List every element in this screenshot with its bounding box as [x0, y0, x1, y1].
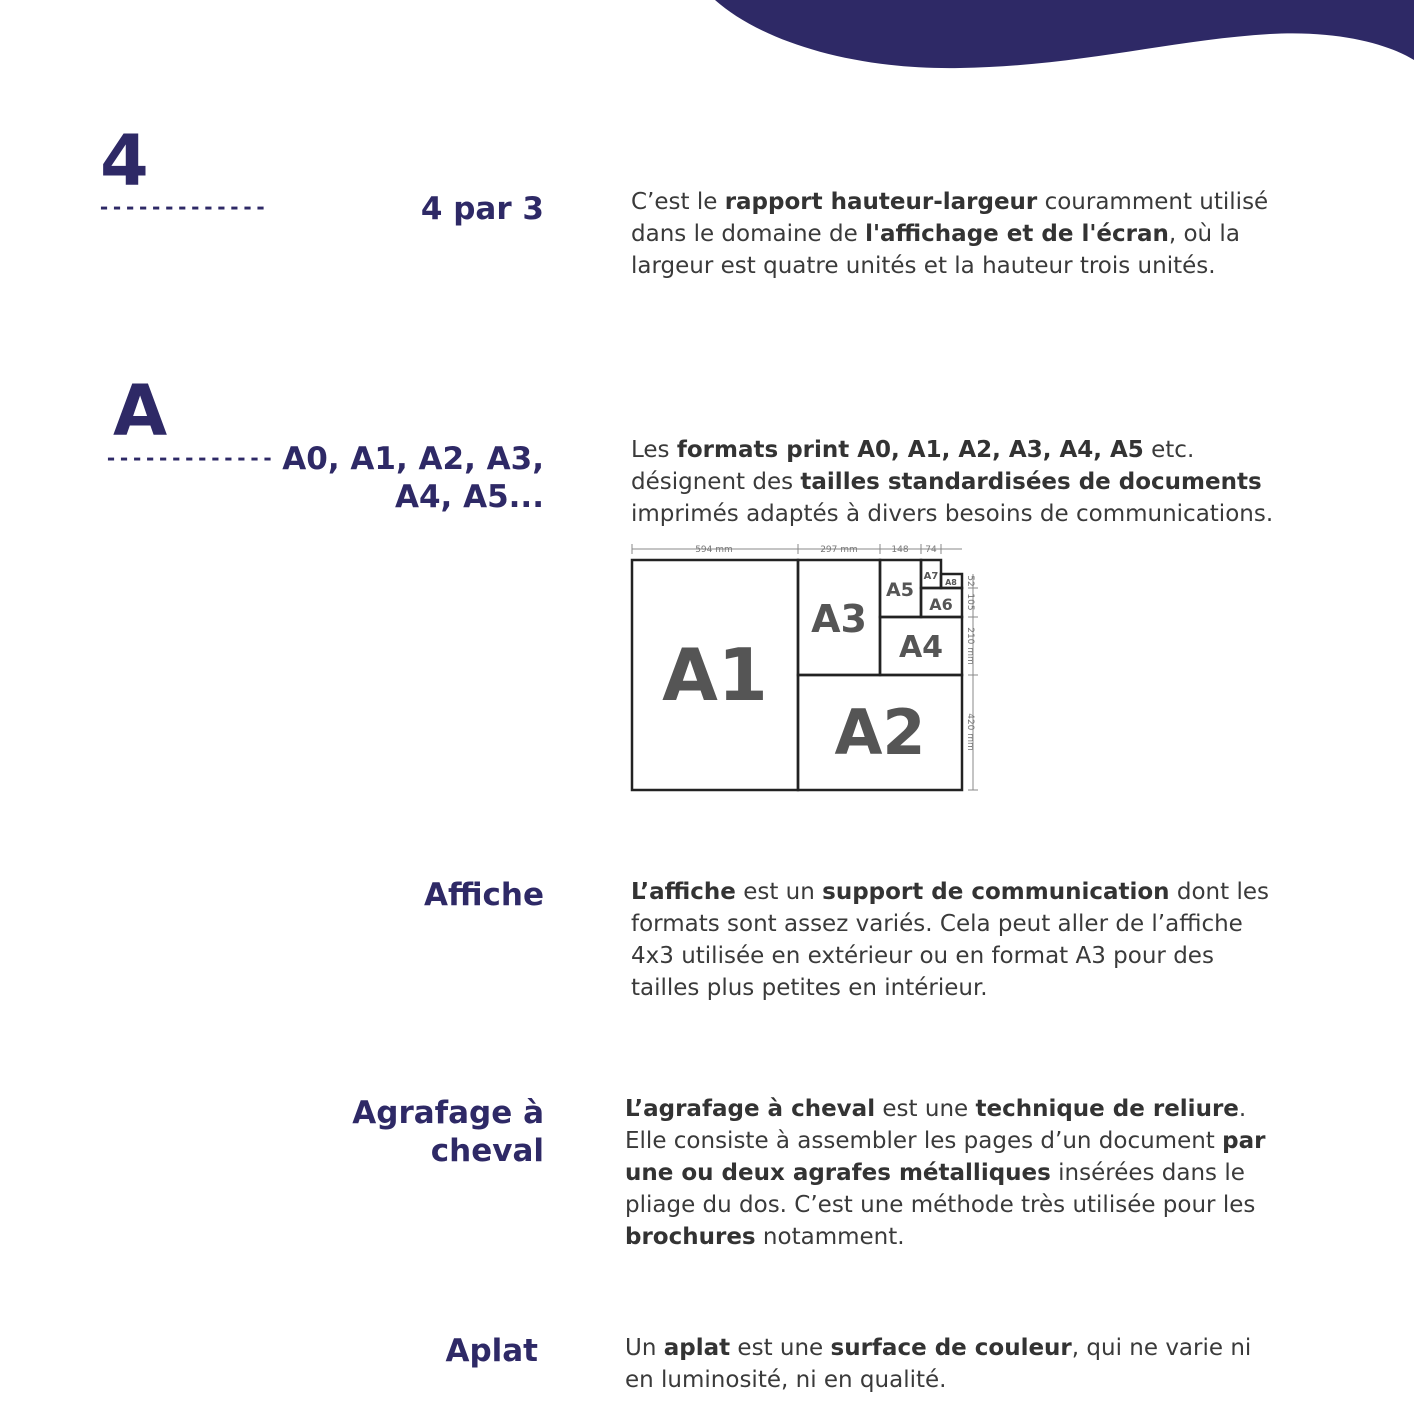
description-affiche [631, 876, 1281, 1004]
paper-format-diagram [628, 540, 988, 802]
dim-297: 297 mm [820, 545, 858, 555]
body-text: notamment. [755, 1224, 905, 1250]
emphasis-text: support de communication [822, 879, 1170, 905]
label-a6: A6 [929, 595, 953, 614]
emphasis-text: L’agrafage à cheval [625, 1096, 876, 1122]
emphasis-text: L’affiche [631, 879, 736, 905]
term-formats-a-line2: A4, A5... [394, 479, 544, 515]
term-agrafage [352, 1094, 544, 1170]
body-text: dont les formats sont assez variés. Cela peut aller de l’affiche 4x3 utilisée en extérieur ou en format A3 pour des tailles plus petites en intérieur. [631, 879, 1269, 1001]
label-a2: A2 [834, 696, 926, 769]
emphasis-text: tailles standardisées de documents [800, 469, 1262, 495]
term-formats-a [282, 440, 544, 516]
description-formats-a [631, 434, 1281, 530]
term-agrafage-line2: cheval [430, 1133, 544, 1169]
label-a3: A3 [811, 597, 867, 641]
body-text: , où la largeur est quatre unités et la hauteur trois unités. [631, 221, 1240, 279]
body-text: est une [875, 1096, 976, 1122]
section-divider-a: ------------- [105, 446, 275, 470]
body-text: est une [730, 1335, 831, 1361]
description-aplat [625, 1332, 1285, 1396]
dim-594: 594 mm [695, 545, 733, 555]
dim-420: 420 mm [965, 713, 975, 751]
label-a8: A8 [945, 578, 957, 587]
body-text: imprimés adaptés à divers besoins de communications. [631, 501, 1274, 527]
dim-52: 52 [965, 575, 975, 587]
term-affiche: Affiche [423, 877, 544, 913]
term-agrafage-line1: Agrafage à [352, 1095, 544, 1131]
label-a5: A5 [886, 579, 914, 601]
emphasis-text: aplat [663, 1335, 731, 1361]
body-text: C’est le [631, 189, 725, 215]
body-text: Les [631, 437, 677, 463]
section-letter-4: 4 [100, 120, 149, 202]
term-4-par-3: 4 par 3 [420, 191, 544, 227]
body-text: , qui ne varie ni en luminosité, ni en qualité. [625, 1335, 1252, 1393]
emphasis-text: formats print A0, A1, A2, A3, A4, A5 [676, 437, 1144, 463]
body-text: . Elle consiste à assembler les pages d’un document [625, 1096, 1247, 1154]
body-text: insérées dans le pliage du dos. C’est une méthode très utilisée pour les [625, 1160, 1256, 1218]
emphasis-text: rapport hauteur-largeur [724, 189, 1038, 215]
dim-105: 105 [965, 593, 975, 611]
body-text: etc. désignent des [631, 437, 1195, 495]
emphasis-text: surface de couleur [830, 1335, 1072, 1361]
term-aplat: Aplat [445, 1333, 538, 1369]
dim-148: 148 [891, 545, 909, 555]
body-text: couramment utilisé dans le domaine de [631, 189, 1269, 247]
term-formats-a-line1: A0, A1, A2, A3, [282, 441, 544, 477]
dim-210: 210 mm [965, 627, 975, 665]
description-4-par-3 [631, 186, 1281, 282]
emphasis-text: l'affichage et de l'écran [865, 221, 1169, 247]
label-a4: A4 [898, 630, 944, 665]
body-text: est un [735, 879, 823, 905]
label-a1: A1 [662, 633, 768, 717]
emphasis-text: technique de reliure [975, 1096, 1239, 1122]
body-text: Un [625, 1335, 664, 1361]
emphasis-text: brochures [625, 1224, 756, 1250]
emphasis-text: par une ou deux agrafes métalliques [625, 1128, 1266, 1186]
section-divider-4: ------------- [98, 195, 268, 219]
dim-74: 74 [925, 545, 937, 555]
description-agrafage [625, 1093, 1285, 1253]
label-a7: A7 [923, 571, 939, 582]
decorative-wave [0, 0, 1414, 80]
section-letter-a: A [113, 370, 168, 452]
